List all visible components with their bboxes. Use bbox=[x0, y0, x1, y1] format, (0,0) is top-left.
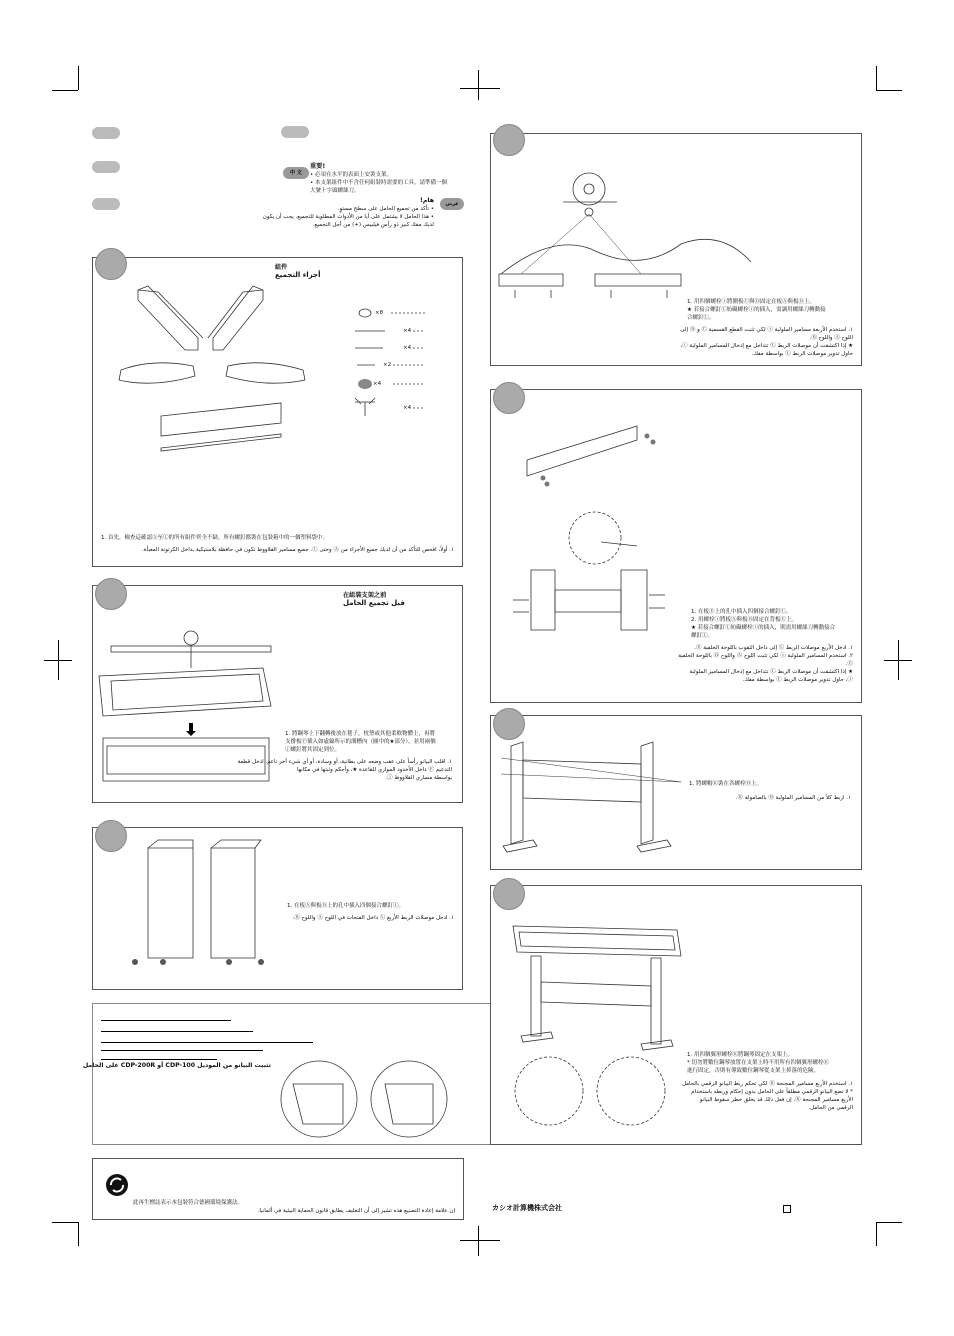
parts-illustration bbox=[93, 258, 464, 568]
step2-ar-line: ١. اقلب البيانو رأساً على عقب وضعه على بطانية، أو وسادة، أو أي شيء آخر ناعم. ادخل قطعة bbox=[237, 759, 452, 765]
step4-zh-line: ★ 若接合螺釘Ⓛ妨礙螺栓ⓘ的插入，需調用螺絲刀轉動接 bbox=[687, 307, 826, 313]
cdp-install-ar-title: تثبيت البيانو من الموديل CDP-100 أو CDP-200R على الحامل bbox=[82, 1062, 271, 1069]
arabic-tag: عربي bbox=[440, 198, 464, 210]
step5-zh-line: 2. 用螺栓ⓘ將板Ⓐ與板Ⓑ固定在背板Ⓔ上。 bbox=[691, 617, 797, 623]
language-marker bbox=[92, 127, 120, 139]
part-count: ×2 bbox=[383, 362, 392, 368]
recycle-icon bbox=[105, 1173, 135, 1203]
part-count: ×8 bbox=[375, 310, 384, 316]
step7-ar-line: * لا تضع البيانو الرقمي مطلقاً على الحامل بدون إحكام وربطه باستخدام bbox=[691, 1089, 853, 1095]
step7-zh-line: 1. 用四個翼形螺栓Ⓚ將鋼琴固定在支架上。 bbox=[687, 1052, 793, 1058]
part-count: ×4 bbox=[403, 328, 412, 334]
step7-ar-line: الأربع مسامير المجنحة Ⓚ. إن فعل ذلك قد يخلق خطر سقوط البيانو bbox=[699, 1097, 853, 1103]
step4-ar-line: حاول تدوير موصلات الربط Ⓛ بواسطة مفك. bbox=[751, 351, 853, 357]
step2-panel bbox=[92, 585, 463, 803]
zh-important-heading: 重要! bbox=[310, 163, 326, 170]
step5-ar-line: ★ إذا اكتشفت أن موصلات الربط Ⓛ تتداخل مع إدخال المسامير الملولبة bbox=[689, 669, 853, 675]
company-name: カシオ計算機株式会社 bbox=[492, 1204, 562, 1212]
step6-zh-line: 1. 將螺帽Ⓚ裝在各螺栓Ⓗ上。 bbox=[689, 781, 762, 787]
step3-panel bbox=[92, 827, 463, 990]
step5-ar-line: ⓘ، حاول تدوير موصلات الربط Ⓛ بواسطة مفك. bbox=[742, 677, 853, 683]
ar-important-line: لديك مفك كبير ذو رأس فيليبس (+) من أجل التجميع. bbox=[312, 222, 434, 228]
step7-zh-line: 進行固定，否則有導致數位鋼琴從支架上掉落的危險。 bbox=[687, 1068, 820, 1074]
recycle-zh-line: 此再生標誌表示本包裝符合德國環境保護法。 bbox=[133, 1200, 244, 1206]
step4-ar-line: ★ إذا اكتشفت أن موصلات الربط Ⓛ تتداخل مع إدخال المسامير الملولبة ⓘ، bbox=[680, 343, 853, 349]
ar-important-line: • هذا الحامل لا يشتمل على أيا من الأدوات المطلوبة للتجميع. يجب أن يكون bbox=[262, 214, 434, 220]
zh-important-line: 大號十字頭螺絲刀。 bbox=[310, 188, 360, 194]
parts-zh-note: 1. 首先，檢查這確認Ⓐ至Ⓛ的所有組件齊全不缺。所有螺釘都裝在包裝箱中的一個塑料袋中。 bbox=[101, 535, 328, 541]
step2-zh-line: 支撐板Ⓕ插入如虛線所示的溝槽內（圖中的★部分），並用兩個 bbox=[285, 739, 436, 745]
step2-ar-line: بواسطة مساري القلاووظ ⓙ. bbox=[385, 775, 452, 781]
step4-zh-line: 1. 用四個螺栓ⓘ將側板Ⓒ與Ⓓ固定在板Ⓐ與板Ⓑ上。 bbox=[687, 299, 815, 305]
recycle-panel bbox=[92, 1158, 464, 1220]
step3-illustration bbox=[93, 828, 464, 991]
zh-important-line: • 本支架組件中不含任何組裝時需要的工具。請準備一個 bbox=[310, 180, 447, 186]
step3-ar-line: ١. ادخل موصلات الربط الأربع Ⓛ داخل الفتحات في اللوح Ⓐ واللوح Ⓑ. bbox=[292, 915, 454, 921]
language-marker bbox=[92, 161, 120, 173]
step6-panel bbox=[490, 715, 862, 870]
step7-ar-line: الرقمي من الحامل. bbox=[808, 1105, 853, 1111]
step5-ar-line: Ⓔ. bbox=[845, 661, 853, 667]
step2-ar-line: التدعيم Ⓕ داخل الأخدود الموازي للقاعدة ★، وأحكم وثبتها في مكانها bbox=[297, 767, 452, 773]
step4-ar-line: ١. استخدم الأربعة مسامير الملولبة ⓘ لكي تثبت القطع القسمية Ⓒ و Ⓓ إلى bbox=[680, 327, 853, 333]
part-count: ×4 bbox=[403, 345, 412, 351]
parts-panel bbox=[92, 257, 463, 567]
parts-ar-note: ١. أولاً، افحص للتأكد من أن لديك جميع الأجزاء من Ⓐ وحتى Ⓛ. جميع مسامير القلاووظ تكون في حافظة بلاستيكية بداخل الكرتونة المعبأة. bbox=[142, 547, 454, 553]
step4-zh-line: 合螺釘Ⓛ。 bbox=[687, 315, 715, 321]
step5-panel bbox=[490, 389, 862, 703]
parts-zh-title: 組件 bbox=[275, 264, 288, 271]
step5-zh-line: 1. 在板Ⓔ上的孔中插入四個接合螺釘Ⓛ。 bbox=[691, 609, 792, 615]
step5-zh-line: ★ 若接合螺釘Ⓛ妨礙螺栓ⓘ的插入，則需用螺絲刀轉動接合 bbox=[691, 625, 836, 631]
step5-ar-line: ١. ادخل الأربع موصلات الربط Ⓛ إلى داخل الثقوب باللوحة الخلفية Ⓔ. bbox=[694, 645, 853, 651]
step5-zh-line: 螺釘Ⓛ。 bbox=[691, 633, 714, 639]
chinese-tag: 中 文 bbox=[283, 167, 309, 179]
ar-important-heading: هام! bbox=[420, 197, 434, 204]
step4-panel bbox=[490, 133, 862, 366]
step7-zh-line: * 切勿將數位鋼琴放置在支架上時不用所有四個翼形螺栓Ⓚ bbox=[687, 1060, 830, 1066]
step2-ar-title: قبل تجميع الحامل bbox=[343, 599, 405, 607]
language-marker bbox=[281, 126, 309, 138]
step7-panel bbox=[490, 885, 862, 1145]
recycle-ar-line: إن علامة إعادة التصنيع هذه تشير إلى أن التغليف يطابق قانون الحماية البيئية في ألمانيا. bbox=[257, 1208, 455, 1214]
step2-zh-line: 1. 將鋼琴上下翻轉後放在毯子，枕墊或其他柔軟物體上，再將 bbox=[285, 731, 435, 737]
part-count: ×4 bbox=[403, 405, 412, 411]
step7-illustration bbox=[491, 886, 863, 1146]
step3-zh-line: 1. 在板Ⓐ與板Ⓑ上的孔中插入四個接合螺釘Ⓛ。 bbox=[287, 903, 404, 909]
parts-ar-title: أجزاء التجميع bbox=[275, 271, 321, 279]
step5-ar-line: ٢. استخدم المسامير الملولبة ⓘ لكي تثبت اللوح Ⓐ واللوح Ⓑ باللوحة الخلفية bbox=[678, 653, 853, 659]
part-count: ×4 bbox=[373, 381, 382, 387]
step2-zh-line: ⓙ螺釘將其固定到位。 bbox=[285, 747, 341, 753]
step4-ar-line: اللوح Ⓐ واللوح Ⓑ. bbox=[809, 335, 853, 341]
page-box-icon bbox=[783, 1205, 791, 1213]
step7-ar-line: ١. استخدم الأربع مسامير المجنحة Ⓚ لكي تحكم ربط البيانو الرقمي بالحامل bbox=[681, 1081, 853, 1087]
step6-ar-line: ١. اربط كلاً من المسامير الملولبة Ⓗ بالصامولة Ⓚ. bbox=[735, 795, 851, 801]
step2-zh-title: 在組裝支架之前 bbox=[343, 592, 387, 599]
language-marker bbox=[92, 198, 120, 210]
zh-important-line: • 必須在水平的表面上安裝支架。 bbox=[310, 172, 392, 178]
ar-important-line: • تأكد من تجميع الحامل على سطح مستوٍ. bbox=[337, 206, 434, 212]
